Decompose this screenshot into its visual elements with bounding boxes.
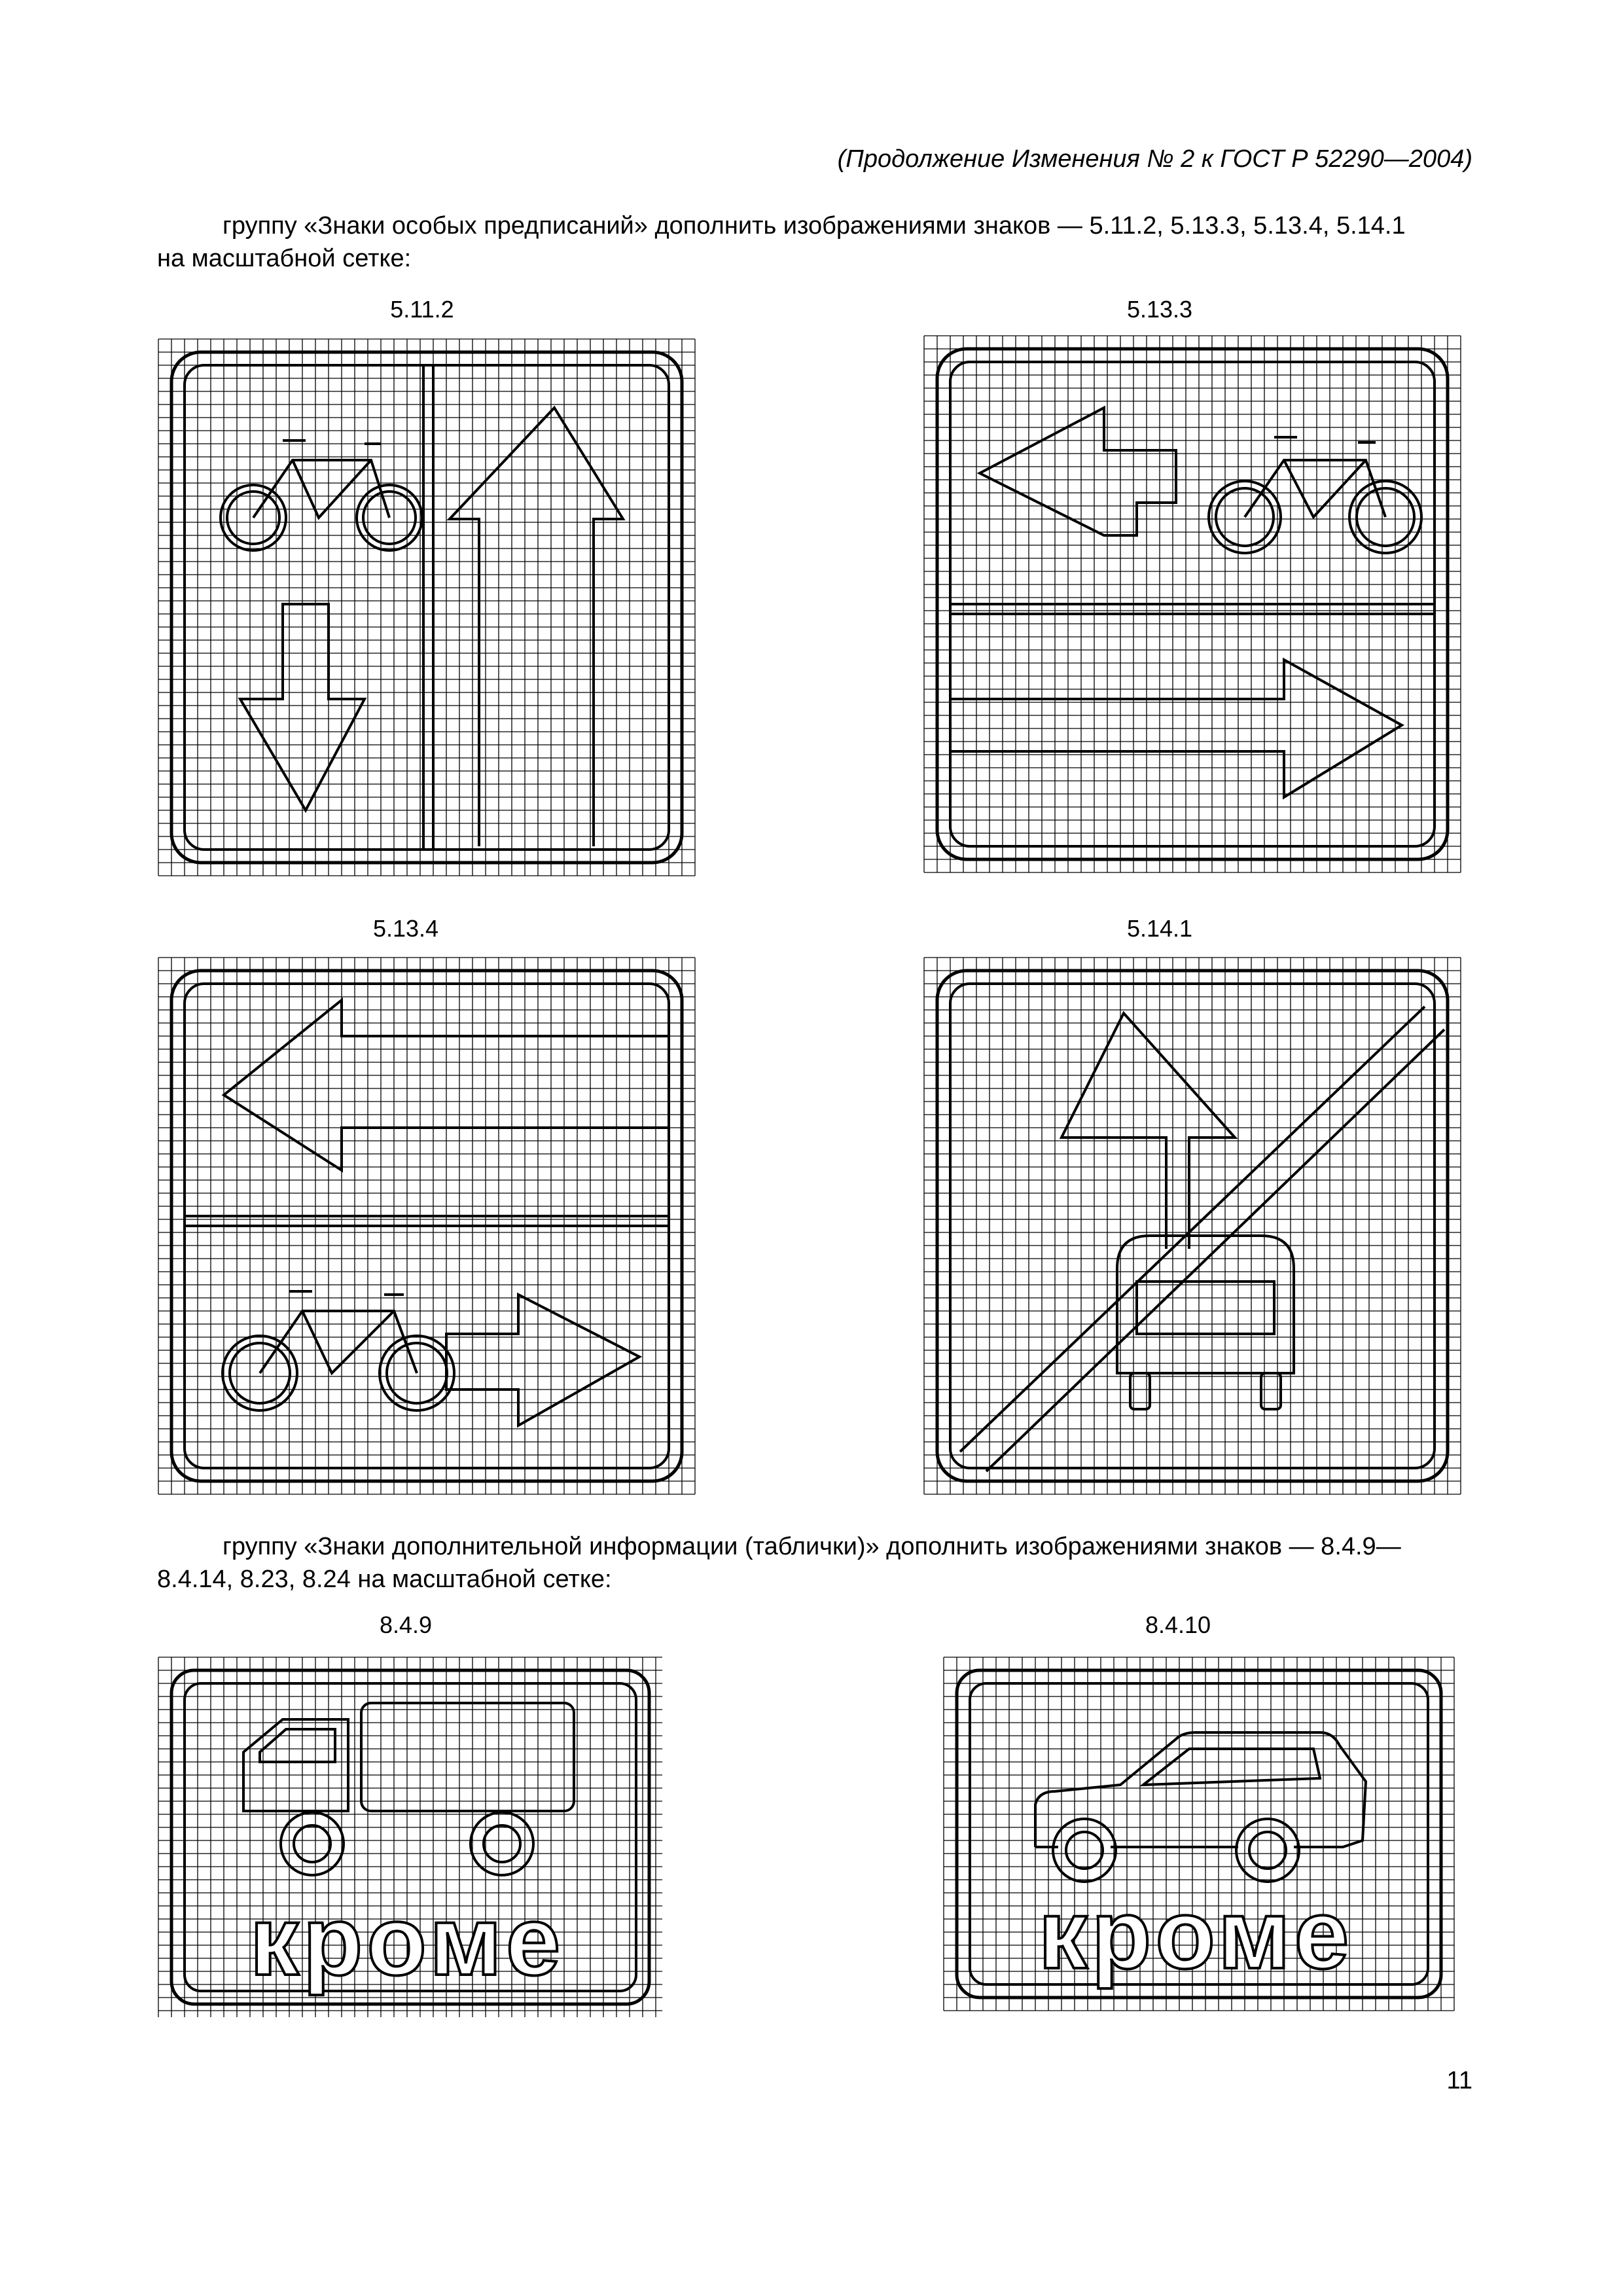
sign-5-11-2	[155, 336, 698, 879]
paragraph-line: группу «Знаки особых предписаний» дополнить изображениями знаков — 5.11.2, 5.13.3, 5.13.4, 5.14.1	[223, 212, 1406, 240]
paragraph-special-signs	[157, 209, 1472, 275]
sign-5-13-4	[155, 954, 698, 1498]
bicycle-icon	[223, 1291, 454, 1410]
bicycle-icon	[1209, 437, 1421, 553]
continuation-header: (Продолжение Изменения № 2 к ГОСТ Р 52290—2004)	[837, 145, 1472, 173]
sign-label: 5.13.4	[372, 915, 439, 942]
paragraph-line: 8.4.14, 8.23, 8.24 на масштабной сетке:	[157, 1566, 612, 1593]
sign-label: 8.4.10	[1145, 1611, 1211, 1638]
sign-5-13-3-drawing	[921, 332, 1464, 876]
plate-text: кроме	[249, 1886, 565, 1996]
car-icon	[1035, 1732, 1366, 1882]
arrow-right-icon	[446, 1295, 639, 1426]
bus-icon	[1117, 1236, 1294, 1409]
sign-8-4-9	[155, 1654, 666, 2020]
strike-line	[960, 1007, 1425, 1452]
sign-label: 5.13.3	[1126, 296, 1193, 323]
paragraph-info-plates	[157, 1530, 1472, 1596]
sign-5-14-1-drawing	[921, 954, 1464, 1498]
sign-5-11-2-drawing	[155, 336, 698, 879]
sign-8-4-10	[940, 1654, 1457, 2014]
scale-grid	[158, 339, 695, 876]
sign-label: 8.4.9	[379, 1611, 433, 1638]
truck-icon	[243, 1703, 574, 1875]
sign-5-13-3	[921, 332, 1464, 876]
sign-8-4-9-drawing	[155, 1654, 666, 2020]
plate-text: кроме	[1038, 1879, 1353, 1989]
sign-5-13-4-drawing	[155, 954, 698, 1498]
scale-grid	[924, 958, 1461, 1494]
sign-8-4-10-drawing	[940, 1654, 1457, 2014]
paragraph-line: группу «Знаки дополнительной информации (таблички)» дополнить изображениями знаков — 8.4.9—	[223, 1533, 1401, 1560]
sign-5-14-1	[921, 954, 1464, 1498]
sign-label: 5.11.2	[390, 296, 454, 323]
page-number: 11	[1446, 2067, 1472, 2094]
paragraph-line: на масштабной сетке:	[157, 245, 412, 272]
sign-label: 5.14.1	[1126, 915, 1193, 942]
